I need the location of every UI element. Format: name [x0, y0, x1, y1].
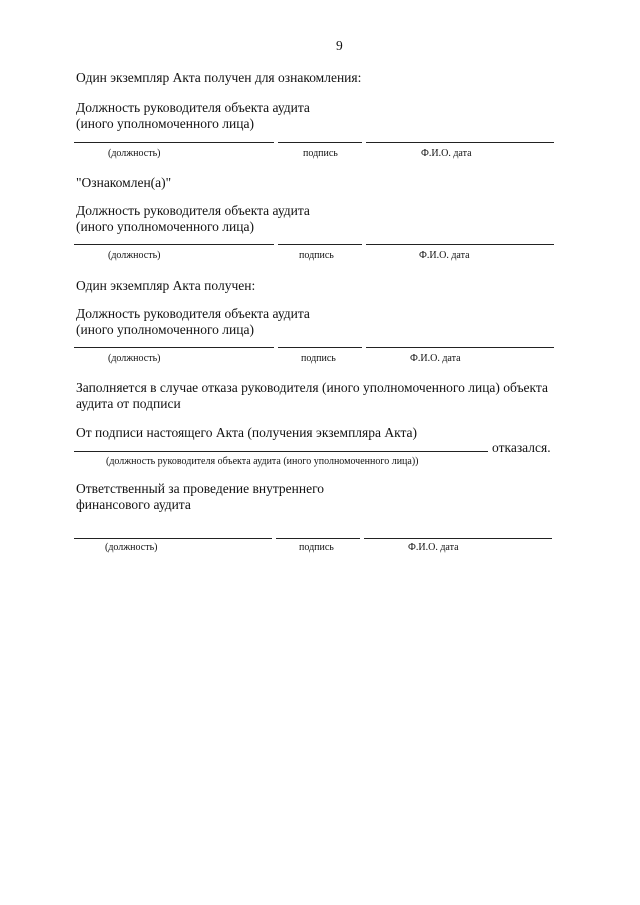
block2-name-date-line — [366, 244, 554, 245]
refusal-note-line2: аудита от подписи — [76, 396, 181, 411]
block3-heading: Один экземпляр Акта получен: — [76, 278, 256, 293]
responsible-caption-position: (должность) — [105, 542, 158, 553]
refusal-statement: От подписи настоящего Акта (получения экземпляра Акта) — [76, 425, 418, 440]
responsible-position-line — [74, 538, 272, 539]
block3-caption-signature: подпись — [301, 353, 336, 364]
block1-name-date-line — [366, 142, 554, 143]
block1-caption-name-date: Ф.И.О. дата — [421, 148, 472, 159]
page-number: 9 — [336, 38, 343, 53]
block3-position-line2: (иного уполномоченного лица) — [76, 322, 254, 337]
responsible-signature-line — [276, 538, 360, 539]
block3-position-line1: Должность руководителя объекта аудита — [76, 306, 310, 321]
responsible-line2: финансового аудита — [76, 497, 191, 512]
responsible-name-date-line — [364, 538, 552, 539]
block1-position-line1: Должность руководителя объекта аудита — [76, 100, 310, 115]
block1-caption-signature: подпись — [303, 148, 338, 159]
block3-position-signature-line — [74, 347, 274, 348]
block2-position-signature-line — [74, 244, 274, 245]
block2-caption-name-date: Ф.И.О. дата — [419, 250, 470, 261]
responsible-line1: Ответственный за проведение внутреннего — [76, 481, 325, 496]
block1-signature-line — [278, 142, 362, 143]
block2-position-line2: (иного уполномоченного лица) — [76, 219, 254, 234]
block3-name-date-line — [366, 347, 554, 348]
block3-signature-line — [278, 347, 362, 348]
refusal-note-line1: Заполняется в случае отказа руководителя (иного уполномоченного лица) объекта — [76, 380, 548, 395]
refusal-line — [74, 451, 488, 452]
block1-caption-position: (должность) — [108, 148, 161, 159]
block3-caption-name-date: Ф.И.О. дата — [410, 353, 461, 364]
block2-caption-signature: подпись — [299, 250, 334, 261]
block2-position-line1: Должность руководителя объекта аудита — [76, 203, 310, 218]
block1-position-signature-line — [74, 142, 274, 143]
block2-caption-position: (должность) — [108, 250, 161, 261]
block2-signature-line — [278, 244, 362, 245]
responsible-caption-signature: подпись — [299, 542, 334, 553]
refusal-caption: (должность руководителя объекта аудита (иного уполномоченного лица)) — [106, 456, 419, 467]
refusal-refused: отказался. — [492, 440, 551, 455]
block2-heading: "Ознакомлен(а)" — [76, 175, 172, 190]
block3-caption-position: (должность) — [108, 353, 161, 364]
block1-position-line2: (иного уполномоченного лица) — [76, 116, 254, 131]
responsible-caption-name-date: Ф.И.О. дата — [408, 542, 459, 553]
block1-heading: Один экземпляр Акта получен для ознакомления: — [76, 70, 362, 85]
